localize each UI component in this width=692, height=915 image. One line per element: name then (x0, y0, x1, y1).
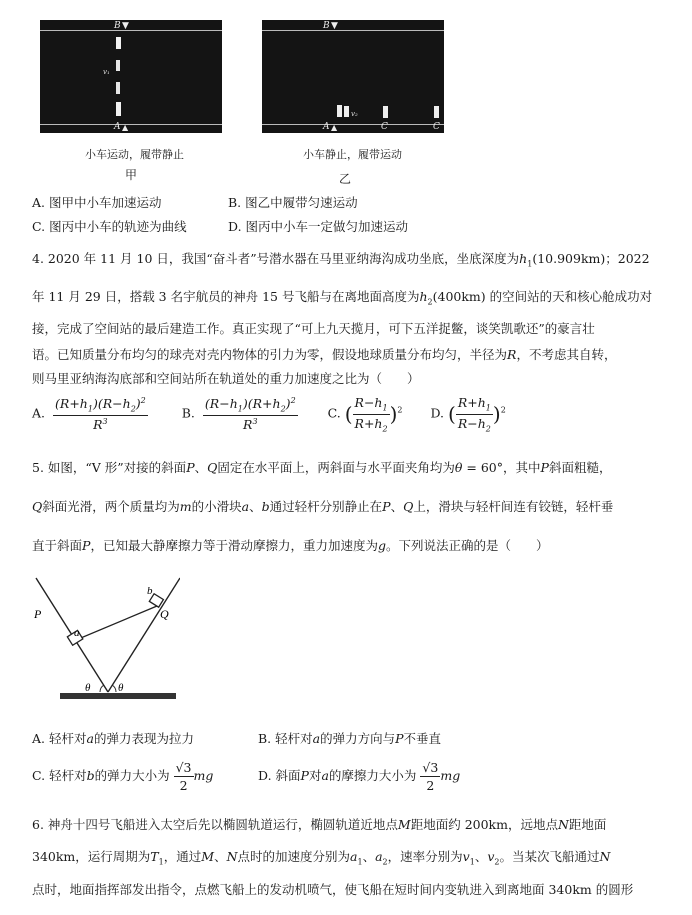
q4-line-5: 则马里亚纳海沟底部和空间站所在轨道处的重力加速度之比为（ ） (32, 371, 420, 386)
figure-yi-photo: B ▼ v₂ A ▲ C C (262, 20, 444, 133)
q4-option-d-label: D. (430, 405, 445, 421)
q4-line-1: 4. 2020 年 11 月 10 日，我国“奋斗者”号潜水器在马里亚纳海沟成功坐底，坐底深度为$h_1(10.909km)$；2022 (32, 251, 650, 269)
q4-option-a-label: A. (32, 405, 46, 421)
label-a: A (114, 122, 121, 132)
q5-option-d: D. 斜面P对a的摩擦力大小为 $\frac{√3}{2}$ mg (258, 760, 461, 793)
figure-yi-caption: 小车静止，履带运动 (303, 148, 402, 161)
q4-option-b-formula: $\frac{(R-h_1)(R+h_2)^2}{R^3}$ (204, 396, 296, 432)
q4-option-c-label: C. (327, 405, 341, 421)
label-b: B (114, 21, 121, 31)
q5-option-b: B. 轻杆对a的弹力方向与P不垂直 (258, 731, 442, 746)
q5-line-2: Q斜面光滑，两个质量均为m的小滑块a、b通过轻杆分别静止在P、Q上，滑块与轻杆间连有铰链，轻杆垂 (32, 499, 614, 514)
q4-option-c-formula: $\frac{R-h_1}{R+h_2}$ (354, 395, 388, 433)
q5-option-c: C. 轻杆对b的弹力大小为 $\frac{√3}{2}$ mg (32, 760, 214, 793)
q5-line-1: 5. 如图，“V 形”对接的斜面P、Q固定在水平面上，两斜面与水平面夹角均为θ = 60°，其中P斜面粗糙， (32, 460, 612, 475)
q4-line-3: 接，完成了空间站的最后建造工作。真正实现了“可上九天揽月，可下五洋捉鳖，谈笑凯歌还”的豪言壮 (32, 321, 595, 336)
figure-jia-photo: B ▼ v₁ A ▲ (40, 20, 222, 133)
label-a: A (323, 122, 330, 132)
label-q: Q (160, 607, 169, 621)
label-c: C (433, 122, 440, 132)
q5-option-a: A. 轻杆对a的弹力表现为拉力 (32, 731, 194, 746)
label-b: b (147, 585, 153, 597)
label-v2: v₂ (351, 110, 358, 118)
q4-option-d-formula: $\frac{R+h_1}{R-h_2}$ (457, 395, 491, 433)
q6-line-1: 6. 神舟十四号飞船进入太空后先以椭圆轨道运行，椭圆轨道近地点M距地面约 200km，远地点N距地面 (32, 817, 607, 832)
slope-q-line (108, 578, 180, 692)
q3-option-c: C. 图丙中小车的轨迹为曲线 (32, 219, 187, 234)
q5-v-slope-figure (30, 572, 180, 706)
q4-option-a-formula: $\frac{(R+h_1)(R-h_2)^2}{R^3}$ (55, 396, 146, 432)
q4-option-b-label: B. (181, 405, 195, 421)
q5-line-3: 直于斜面P，已知最大静摩擦力等于滑动摩擦力，重力加速度为g。下列说法正确的是（ ） (32, 538, 549, 553)
q3-option-a: A. 图甲中小车加速运动 (32, 195, 162, 210)
q6-line-2: 340km，运行周期为$T_1$，通过M、N点时的加速度分别为$a_1$、$a_2$，速率分别为$v_1$、$v_2$。当某次飞船通过N (32, 849, 611, 867)
label-theta-right: θ (118, 682, 124, 694)
label-p: P (34, 607, 42, 621)
label-theta-left: θ (85, 682, 91, 694)
q4-options: A. $\frac{(R+h_1)(R-h_2)^2}{R^3}$ B. $\frac{(R-h_1)(R+h_2)^2}{R^3}$ C. ( $\frac{R-h_1}{R+h_2}$ )$^2$ D. ( $\frac{R+h_1}{R-h_2}$ )$^2$ (32, 395, 506, 433)
figure-jia-label: 甲 (125, 168, 138, 182)
q4-line-2: 年 11 月 29 日，搭载 3 名宇航员的神舟 15 号飞船与在离地面高度为$h_2(400km)$ 的空间站的天和核心舱成功对 (32, 289, 653, 307)
label-c: C (381, 122, 388, 132)
q3-option-b: B. 图乙中履带匀速运动 (228, 195, 358, 210)
label-a: a (74, 627, 80, 639)
q6-line-3: 点时，地面指挥部发出指令，点燃飞船上的发动机喷气，使飞船在短时间内变轨进入到离地面 340km 的圆形 (32, 882, 634, 897)
figure-jia-caption: 小车运动，履带静止 (85, 148, 184, 161)
label-v1: v₁ (103, 68, 110, 76)
q4-line-4: 语。已知质量分布均匀的球壳对壳内物体的引力为零，假设地球质量分布均匀，半径为R，不考虑其自转， (32, 347, 617, 362)
label-b: B (323, 21, 330, 31)
figure-yi-label: 乙 (339, 172, 352, 186)
q3-option-d: D. 图丙中小车一定做匀加速运动 (228, 219, 409, 234)
